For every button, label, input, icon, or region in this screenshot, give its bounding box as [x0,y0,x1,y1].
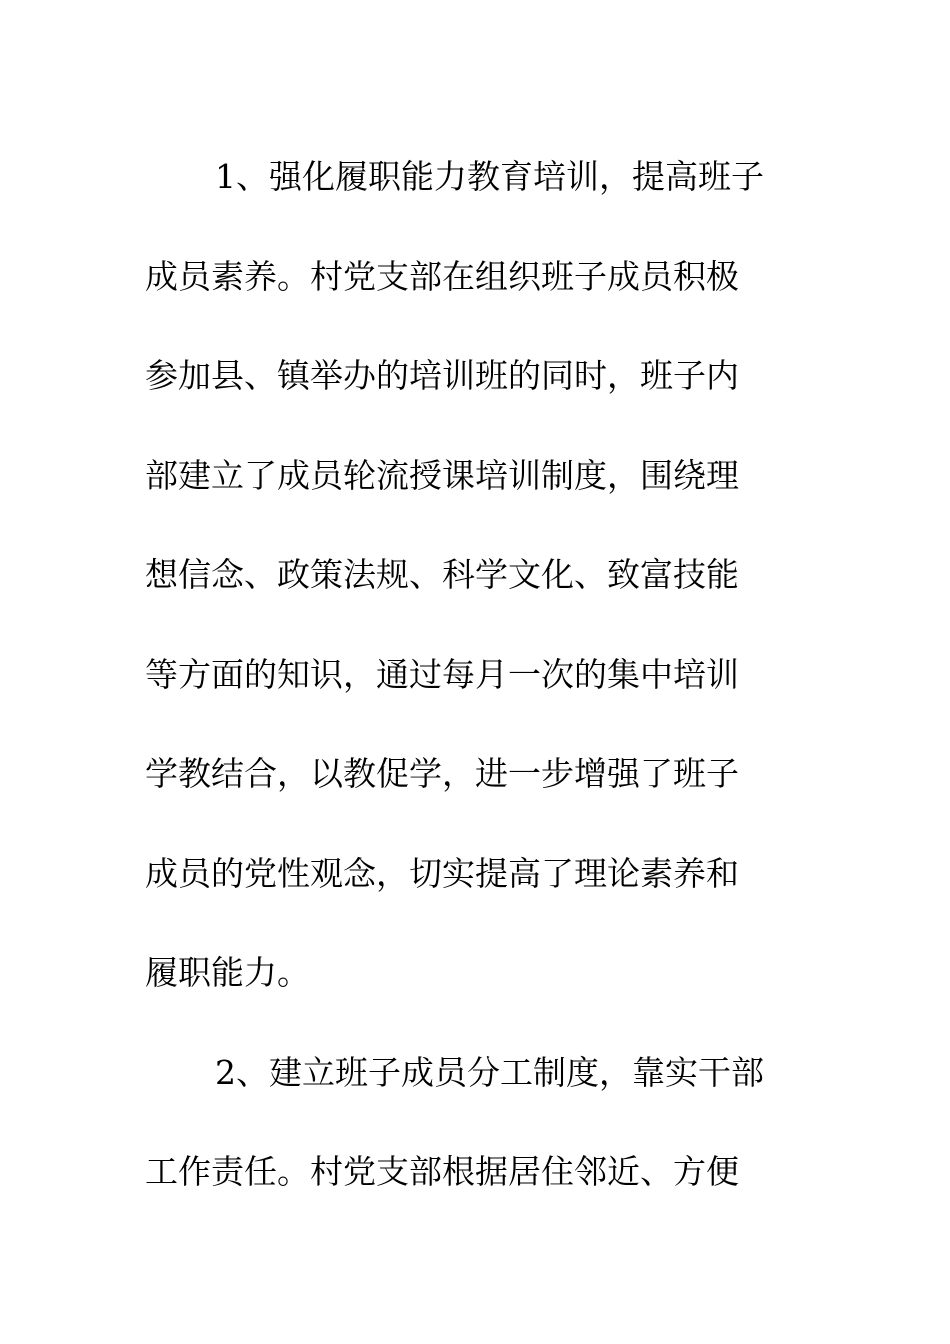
document-body [145,127,810,1222]
paragraph-line: 成员的党性观念，切实提高了理论素养和 [145,853,739,893]
paragraph-line: 等方面的知识，通过每月一次的集中培训 [145,654,739,694]
paragraph-line: 学教结合，以教促学，进一步增强了班子 [145,754,739,793]
paragraph-line: 成员素养。村党支部在组织班子成员积极 [145,256,739,296]
paragraph-line: 参加县、镇举办的培训班的同时，班子内 [145,356,739,395]
paragraph-line: 工作责任。村党支部根据居住邻近、方便 [145,1152,739,1191]
paragraph-line: 部建立了成员轮流授课培训制度，围绕理 [145,455,739,495]
paragraph-line: 1、强化履职能力教育培训，提高班子 [215,157,764,196]
paragraph-line: 履职能力。 [145,953,310,992]
paragraph-2 [145,1023,810,1222]
paragraph-line: 2、建立班子成员分工制度，靠实干部 [215,1052,764,1092]
paragraph-1 [145,127,810,1023]
paragraph-line: 想信念、政策法规、科学文化、致富技能 [145,555,739,594]
